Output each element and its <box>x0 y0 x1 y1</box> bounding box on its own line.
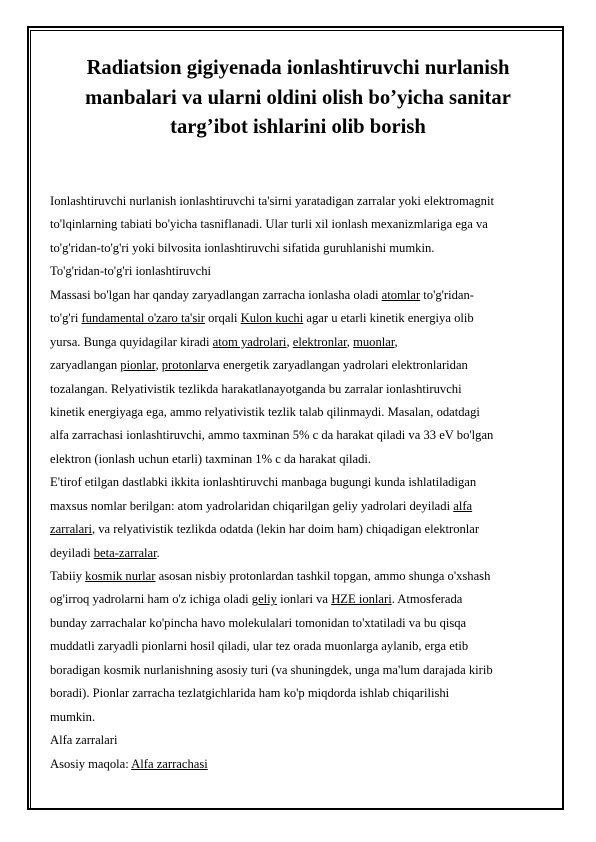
link-protonlar[interactable]: protonlar <box>161 358 208 373</box>
text-run: Tabiiy <box>50 569 86 583</box>
text-run: to'g'ridan- <box>420 287 474 302</box>
link-kulon-kuchi[interactable]: Kulon kuchi <box>240 311 304 326</box>
body-line <box>50 331 550 354</box>
link-alfa-zarralari[interactable]: alfa <box>453 498 473 513</box>
text-run: ionlari va <box>276 592 332 607</box>
link-atomlar[interactable]: atomlar <box>381 287 421 302</box>
main-article-line <box>50 753 550 776</box>
link-kosmik-nurlar[interactable]: kosmik nurlar <box>85 569 156 583</box>
text-run: maxsus nomlar berilgan: atom yadrolaridan chiqarilgan geliy yadrolari deyiladi <box>50 498 454 513</box>
body-line <box>50 542 550 565</box>
link-elektronlar[interactable]: elektronlar <box>292 334 347 349</box>
body-line: boradi). Pionlar zarracha tezlatgichlarida ham ko'p miqdorda ishlab chiqarilishi <box>50 686 450 701</box>
body-line: mumkin. <box>50 709 96 724</box>
text-run: , <box>346 334 354 349</box>
text-run: , <box>394 334 398 349</box>
link-alfa-zarrachasi[interactable]: Alfa zarrachasi <box>131 756 208 771</box>
link-geliy[interactable]: geliy <box>251 592 277 607</box>
body-line <box>50 588 550 611</box>
section-heading-direct: To'g'ridan-to'g'ri ionlashtiruvchi <box>50 264 212 279</box>
body-line <box>50 354 550 377</box>
body-line: boradigan kosmik nurlanishning asosiy turi (va shuningdek, unga ma'lum darajada kirib <box>50 662 493 677</box>
text-run: Massasi bo'lgan har qanday zaryadlangan zarracha ionlasha oladi <box>50 287 382 302</box>
text-run: to'g'ri <box>50 311 82 326</box>
section-heading-alpha: Alfa zarralari <box>50 733 118 748</box>
text-run: , <box>286 334 293 349</box>
body-line: bunday zarrachalar ko'pincha havo molekulalari tomonidan to'xtatiladi va bu qisqa <box>50 615 467 630</box>
title-line: Radiatsion gigiyenada ionlashtiruvchi nurlanish <box>86 57 510 79</box>
main-article-label: Asosiy maqola: <box>50 756 132 771</box>
text-run: asosan nisbiy protonlardan tashkil topgan, ammo shunga o'xshash <box>155 569 491 583</box>
text-run: deyiladi <box>50 545 94 560</box>
body-line <box>50 565 550 588</box>
link-pionlar[interactable]: pionlar <box>120 358 156 373</box>
body-line: to'g'ridan-to'g'ri yoki bilvosita ionlashtiruvchi sifatida guruhlanishi mumkin. <box>50 240 435 255</box>
title-line: manbalari va ularni oldini olish bo’yicha sanitar <box>85 86 511 109</box>
page-title <box>48 54 548 143</box>
link-fundamental-interaction[interactable]: fundamental o'zaro ta'sir <box>81 311 205 326</box>
link-atom-yadrolari[interactable]: atom yadrolari <box>212 334 287 349</box>
body-line <box>50 495 550 518</box>
body-line: E'tirof etilgan dastlabki ikkita ionlashtiruvchi manbaga bugungi kunda ishlatiladigan <box>50 475 477 490</box>
document-body <box>50 190 550 776</box>
text-run: orqali <box>204 311 241 326</box>
link-muonlar[interactable]: muonlar <box>353 334 395 349</box>
title-line: targ’ibot ishlarini olib borish <box>170 116 426 138</box>
text-run: . <box>156 545 160 560</box>
link-hze-ionlari[interactable]: HZE ionlari <box>331 592 392 607</box>
text-run: yursa. Bunga quyidagilar kiradi <box>50 334 213 349</box>
text-run: , va relyativistik tezlikda odatda (lekin har doim ham) chiqadigan elektronlar <box>91 522 480 537</box>
link-alfa-zarralari-cont[interactable]: zarralari <box>50 522 92 537</box>
body-line: kinetik energiyaga ega, ammo relyativistik tezlik talab qilinmaydi. Masalan, odatdagi <box>50 404 480 419</box>
body-line <box>50 518 550 541</box>
text-run: . Atmosferada <box>391 592 463 607</box>
body-line: tozalangan. Relyativistik tezlikda harakatlanayotganda bu zarralar ionlashtiruvchi <box>50 381 462 396</box>
body-line: alfa zarrachasi ionlashtiruvchi, ammo taxminan 5% c da harakat qiladi va 33 eV bo'lgan <box>50 428 494 443</box>
body-line: to'lqinlarning tabiati bo'yicha tasniflanadi. Ular turli xil ionlash mexanizmlariga ega va <box>50 217 488 232</box>
body-line <box>50 307 550 330</box>
body-line <box>50 284 550 307</box>
text-run: zaryadlangan <box>50 358 121 373</box>
body-line: muddatli zaryadli pionlarni hosil qiladi, ular tez orada muonlarga aylanib, erga etib <box>50 639 469 654</box>
text-run: agar u etarli kinetik energiya olib <box>303 311 474 326</box>
body-line: elektron (ionlash uchun etarli) taxminan 1% c da harakat qiladi. <box>50 451 372 466</box>
text-run: og'irroq yadrolarni ham o'z ichiga oladi <box>50 592 252 607</box>
link-beta-zarralar[interactable]: beta-zarralar <box>93 545 157 560</box>
text-run: va energetik zaryadlangan yadrolari elektronlaridan <box>207 358 468 373</box>
body-line: Ionlashtiruvchi nurlanish ionlashtiruvchi ta'sirni yaratadigan zarralar yoki elektromagnit <box>50 194 494 208</box>
text-run: , <box>155 358 162 373</box>
